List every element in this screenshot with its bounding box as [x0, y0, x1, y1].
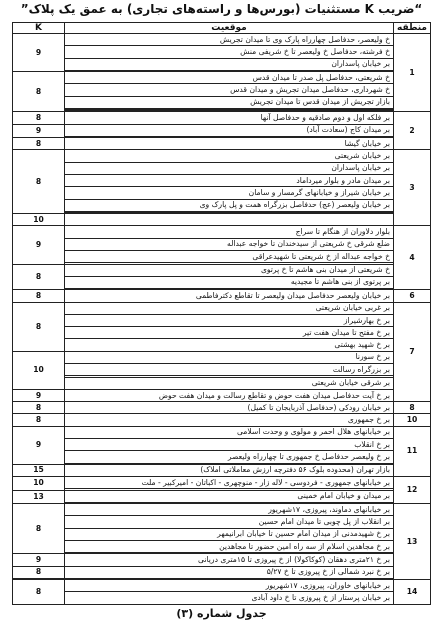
- zone-cell: 8: [394, 402, 431, 414]
- k-value-cell: 8: [13, 138, 65, 150]
- table-row: [13, 402, 431, 414]
- zone-cell: 13: [394, 503, 431, 579]
- table-row: [13, 276, 431, 288]
- k-value-cell: 8: [13, 302, 65, 351]
- location-cell: خ شریعتی از میدان بنی هاشم تا خ پرتوی: [65, 264, 394, 276]
- location-cell: خ خواجه عبداله از خ شریعتی تا شهیدعراقی: [65, 251, 394, 263]
- location-cell: بر خیابان ولیعصر حدفاصل میدان ولیعصر تا تقاطع دکترفاطمی: [65, 290, 394, 302]
- k-value-cell: 8: [13, 580, 65, 605]
- zone-cell: 10: [394, 414, 431, 426]
- location-cell: بر خ شهید بهشتی: [65, 339, 394, 351]
- location-cell: بر خیابان ولیعصر (عج) حدفاصل بزرگراه همت و پل پارک وی: [65, 199, 394, 211]
- k-value-cell: 9: [13, 226, 65, 264]
- location-cell: خ شهرداری، حدفاصل میدان تجریش و میدان قدس: [65, 84, 394, 96]
- zone-cell: 7: [394, 302, 431, 402]
- location-cell: [65, 214, 394, 226]
- location-cell: خ ولیعصر، حدفاصل چهارراه پارک وی تا میدان تجریش: [65, 34, 394, 46]
- zone-cell: 12: [394, 477, 431, 504]
- location-cell: بلوار دلاوران از هنگام تا سراج: [65, 226, 394, 238]
- location-cell: خ شریعتی، حدفاصل پل صدر تا میدان قدس: [65, 72, 394, 84]
- table-row: [13, 490, 431, 502]
- location-cell: بر بزرگراه رسالت: [65, 364, 394, 376]
- table-row: [13, 72, 431, 84]
- table-row: [13, 477, 431, 489]
- location-cell: بر خ نبرد شمالی از خ پیروزی تا خ ۵/۲۷: [65, 566, 394, 578]
- location-cell: بر پرتوی از بنی هاشم تا مجیدیه: [65, 276, 394, 288]
- location-cell: بر خ مفتح تا میدان هفت تیر: [65, 327, 394, 339]
- k-value-cell: 10: [13, 477, 65, 490]
- location-cell: بر خیابان پاسداران: [65, 58, 394, 70]
- location-cell: بر شرقی خیابان شریعتی: [65, 377, 394, 389]
- table-row: [13, 214, 431, 226]
- k-value-cell: 10: [13, 214, 65, 226]
- table-row: [13, 96, 431, 108]
- table-row: [13, 251, 431, 263]
- k-value-cell: 8: [13, 566, 65, 578]
- table-row: [13, 327, 431, 339]
- table-row: [13, 566, 431, 578]
- location-cell: بر میدان مادر و بلوار میرداماد: [65, 174, 394, 186]
- table-header-row: [13, 23, 431, 34]
- table-body: [13, 34, 431, 605]
- location-cell: بر خ ۲۱متری دهقان (کوکاکولا) از خ پیروزی تا ۱۵متری دریانی: [65, 554, 394, 566]
- header-zone: منطقه: [394, 23, 431, 34]
- zone-cell: 4: [394, 226, 431, 290]
- k-value-cell: 9: [13, 389, 65, 401]
- location-cell: ضلع شرقی خ شریعتی از سیدخندان تا خواجه عبداله: [65, 238, 394, 250]
- zone-cell: 6: [394, 290, 431, 302]
- location-cell: بر خ انقلاب: [65, 439, 394, 451]
- table-row: [13, 124, 431, 136]
- table-row: [13, 162, 431, 174]
- location-cell: بر انقلاب از پل چوبی تا میدان امام حسین: [65, 516, 394, 528]
- k-value-cell: 8: [13, 414, 65, 426]
- k-coefficient-table: [12, 22, 431, 605]
- k-value-cell: 9: [13, 34, 65, 72]
- table-row: [13, 389, 431, 401]
- location-cell: بر خیابان رودکی (حدفاصل آذربایجان تا کمیل): [65, 402, 394, 414]
- location-cell: بر خیابان شریعتی: [65, 150, 394, 162]
- k-value-cell: 8: [13, 503, 65, 553]
- k-value-cell: 8: [13, 150, 65, 214]
- table-row: [13, 339, 431, 351]
- table-row: [13, 199, 431, 211]
- table-row: [13, 187, 431, 199]
- table-row: [13, 592, 431, 605]
- table-row: [13, 554, 431, 566]
- location-cell: بر خ آیت حدفاصل میدان هفت حوض و تقاطع رسالت و میدان هفت حوض: [65, 389, 394, 401]
- location-cell: بر میدان کاج (سعادت آباد): [65, 124, 394, 136]
- page-title: “ضریب K مستثنیات (بورس‌ها و راسته‌های تجاری) به عمق یک پلاک”: [20, 2, 423, 16]
- k-value-cell: 10: [13, 351, 65, 389]
- table-row: [13, 150, 431, 162]
- location-cell: بر خ سورنا: [65, 351, 394, 363]
- table-row: [13, 112, 431, 124]
- location-cell: بر خ شهیدمدنی از میدان امام حسین تا خیابان ابرانیمهر: [65, 528, 394, 540]
- table-row: [13, 351, 431, 363]
- zone-cell: 1: [394, 34, 431, 112]
- table-row: [13, 464, 431, 476]
- table-row: [13, 503, 431, 515]
- table-row: [13, 377, 431, 389]
- table-container: [12, 22, 430, 605]
- table-row: [13, 426, 431, 438]
- k-value-cell: 15: [13, 464, 65, 476]
- location-cell: بر خیابان گیشا: [65, 138, 394, 150]
- zone-cell: 11: [394, 426, 431, 476]
- k-value-cell: 13: [13, 490, 65, 503]
- location-cell: بر خ بهارشیراز: [65, 314, 394, 326]
- table-row: [13, 451, 431, 463]
- header-k: K: [13, 23, 65, 34]
- k-value-cell: 8: [13, 264, 65, 290]
- table-row: [13, 364, 431, 376]
- table-row: [13, 46, 431, 58]
- location-cell: بر خ ولیعصر حدفاصل خ جمهوری تا چهارراه ولیعصر: [65, 451, 394, 463]
- table-row: [13, 174, 431, 186]
- location-cell: بازار تهران (محدوده بلوک ۵۶ دفترچه ارزش معاملاتی املاک): [65, 464, 394, 476]
- table-row: [13, 58, 431, 70]
- k-value-cell: 9: [13, 554, 65, 566]
- table-row: [13, 314, 431, 326]
- table-row: [13, 264, 431, 276]
- k-value-cell: 9: [13, 124, 65, 137]
- table-row: [13, 528, 431, 540]
- zone-cell: 2: [394, 112, 431, 150]
- table-caption: جدول شماره (۳): [176, 607, 267, 620]
- table-row: [13, 414, 431, 426]
- table-row: [13, 238, 431, 250]
- table-row: [13, 34, 431, 46]
- location-cell: بر خیابانهای جمهوری - فردوسی - لاله زار - منوچهری - اکباتان - امیرکبیر - ملت: [65, 477, 394, 489]
- table-row: [13, 540, 431, 552]
- location-cell: بر خیابانهای دماوند، پیروزی، ۱۷شهریور: [65, 503, 394, 515]
- table-row: [13, 580, 431, 592]
- location-cell: خ فرشته، حدفاصل خ ولیعصر تا خ شریفی منش: [65, 46, 394, 58]
- location-cell: بر خیابانهای هلال احمر و مولوی و وحدت اسلامی: [65, 426, 394, 438]
- table-row: [13, 516, 431, 528]
- k-value-cell: 8: [13, 290, 65, 302]
- k-value-cell: 8: [13, 112, 65, 124]
- header-location: موقعیت: [65, 23, 394, 34]
- table-row: [13, 439, 431, 451]
- location-cell: بازار تجریش از میدان قدس تا میدان تجریش: [65, 96, 394, 108]
- k-value-cell: 8: [13, 72, 65, 112]
- location-cell: بر خیابان پرستار از خ پیروزی تا خ داود آبادی: [65, 592, 394, 605]
- location-cell: بر غربی خیابان شریعتی: [65, 302, 394, 314]
- zone-cell: 14: [394, 580, 431, 605]
- table-row: [13, 138, 431, 150]
- location-cell: بر خیابان پاسداران: [65, 162, 394, 174]
- location-cell: بر فلکه اول و دوم صادقیه و حدفاصل آنها: [65, 112, 394, 124]
- zone-cell: 3: [394, 150, 431, 226]
- location-cell: بر خیابان شیراز و خیابانهای گرمسار و سامان: [65, 187, 394, 199]
- location-cell: بر خیابانهای خاوران، پیروزی، ۱۷شهریور: [65, 580, 394, 592]
- table-row: [13, 290, 431, 302]
- location-cell: بر خ جمهوری: [65, 414, 394, 426]
- location-cell: بر خ مجاهدین اسلام از سه راه امین حضور تا مجاهدین: [65, 540, 394, 552]
- table-row: [13, 302, 431, 314]
- k-value-cell: 8: [13, 402, 65, 414]
- location-cell: بر میدان و خیابان امام خمینی: [65, 490, 394, 502]
- table-row: [13, 226, 431, 238]
- k-value-cell: 9: [13, 426, 65, 464]
- table-row: [13, 84, 431, 96]
